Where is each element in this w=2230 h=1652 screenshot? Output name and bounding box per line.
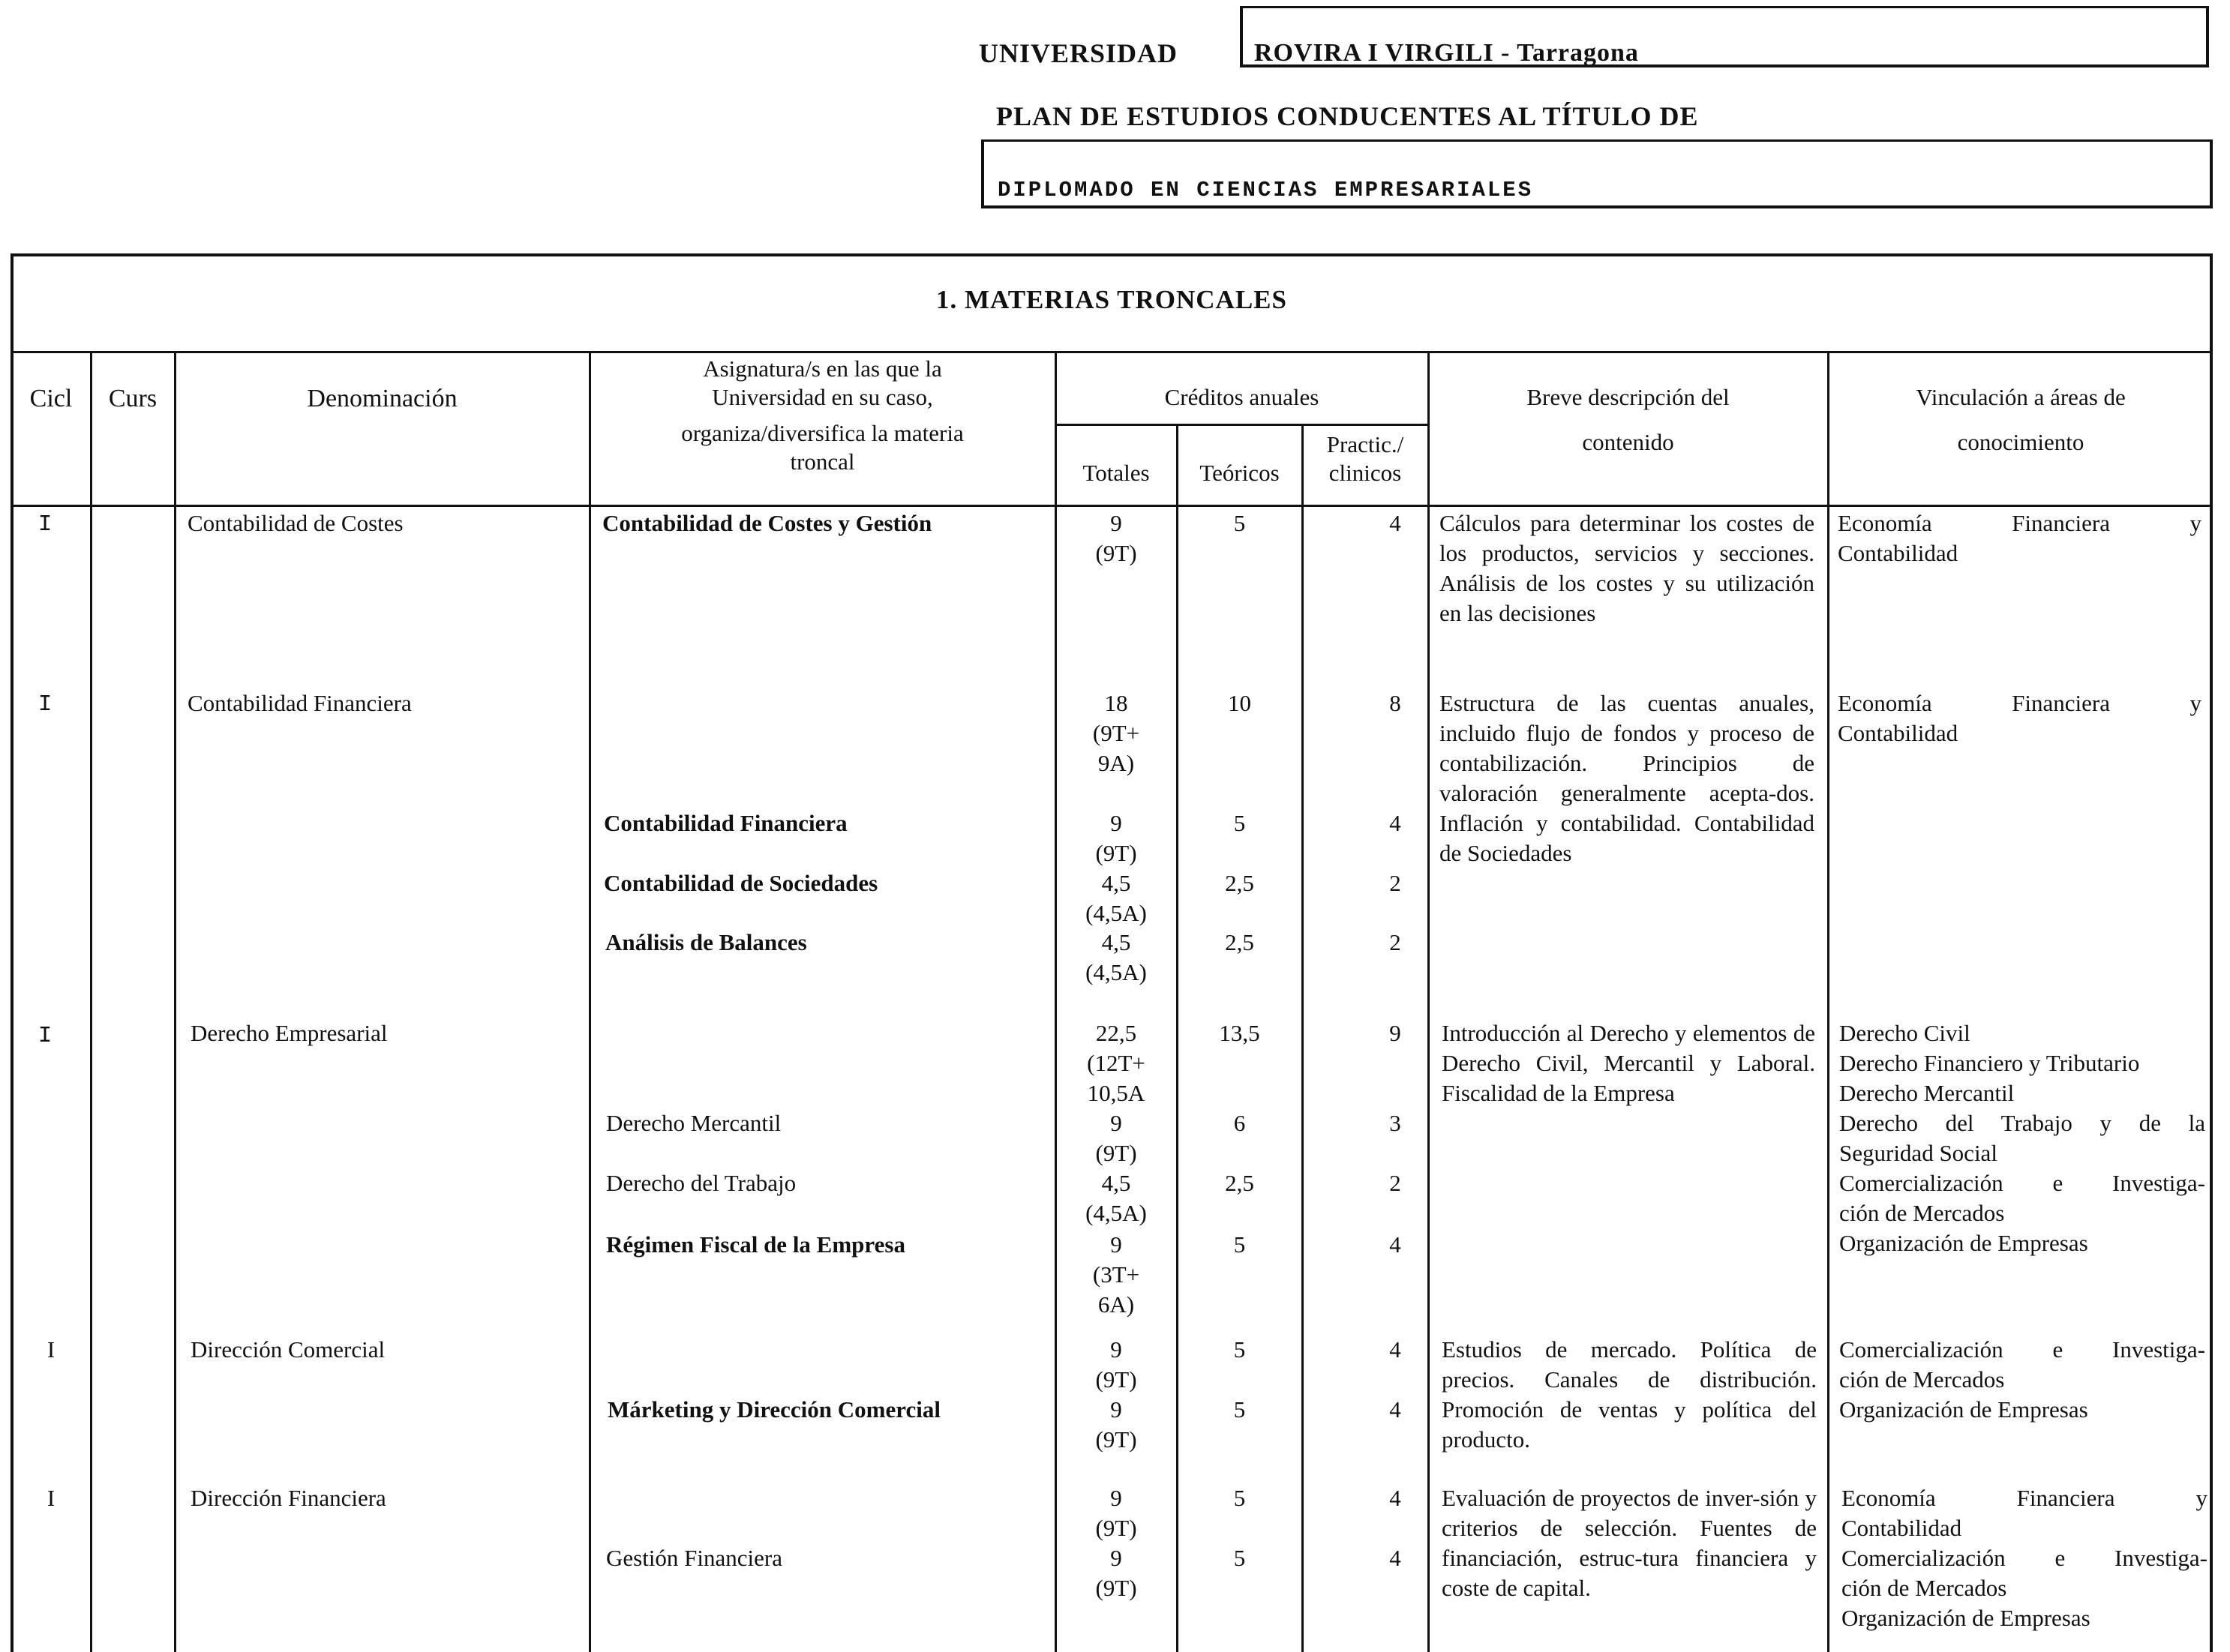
vinculacion-line: ción de Mercados bbox=[1841, 1575, 2007, 1601]
totales-line: 10,5A bbox=[1087, 1080, 1145, 1106]
sub-asignatura: Gestión Financiera bbox=[606, 1545, 783, 1571]
totales-line: (9T) bbox=[1095, 1426, 1137, 1453]
university-label: UNIVERSIDAD bbox=[979, 38, 1178, 68]
row-totales bbox=[1056, 508, 1176, 568]
header-asignatura-line: Universidad en su caso, bbox=[712, 384, 933, 410]
header-practicos bbox=[1303, 430, 1427, 487]
totales-line: (9T) bbox=[1095, 540, 1137, 566]
row-practicos: 4 bbox=[1389, 1336, 1401, 1363]
totales-line: 18 bbox=[1104, 690, 1128, 716]
vinculacion-line: Seguridad Social bbox=[1839, 1140, 1997, 1166]
sub-totales bbox=[1056, 1168, 1176, 1228]
vinculacion-line: Derecho Financiero y Tributario bbox=[1839, 1050, 2140, 1076]
sub-totales bbox=[1056, 1230, 1176, 1320]
vinculacion-line: Economía Financiera y bbox=[1841, 1485, 2207, 1511]
sub-teoricos: 2,5 bbox=[1225, 870, 1254, 896]
totales-line: (4,5A) bbox=[1085, 1200, 1147, 1226]
sub-asignatura: Márketing y Dirección Comercial bbox=[608, 1396, 941, 1423]
row-ciclo: I bbox=[47, 1336, 56, 1363]
totales-line: (9T) bbox=[1095, 840, 1137, 866]
totales-line: (3T+ bbox=[1092, 1261, 1140, 1288]
header-vinculacion-line: conocimiento bbox=[1957, 429, 2084, 455]
totales-line: (4,5A) bbox=[1085, 959, 1147, 985]
row-totales bbox=[1056, 688, 1176, 778]
totales-line: 22,5 bbox=[1095, 1020, 1137, 1046]
totales-line: 9 bbox=[1110, 1336, 1122, 1363]
plan-label: PLAN DE ESTUDIOS CONDUCENTES AL TÍTULO DE bbox=[996, 101, 1699, 131]
vinculacion-line: Derecho Civil bbox=[1839, 1020, 1970, 1046]
header-practicos-line: Practic./ bbox=[1326, 431, 1404, 457]
header-descripcion-line: contenido bbox=[1582, 429, 1674, 455]
row-practicos: 8 bbox=[1389, 690, 1401, 716]
section-title: 1. MATERIAS TRONCALES bbox=[936, 285, 1287, 314]
row-vinculacion bbox=[1841, 1483, 2207, 1633]
header-asignatura-line: Asignatura/s en las que la bbox=[703, 355, 942, 382]
header-creditos: Créditos anuales bbox=[1164, 384, 1319, 410]
row-teoricos: 13,5 bbox=[1219, 1020, 1260, 1046]
totales-line: 9A) bbox=[1097, 750, 1135, 776]
vinculacion-line: Organización de Empresas bbox=[1839, 1230, 2088, 1256]
sub-practicos: 2 bbox=[1389, 870, 1401, 896]
row-asignatura: Contabilidad de Costes y Gestión bbox=[602, 510, 932, 536]
sub-totales bbox=[1056, 1108, 1176, 1168]
row-vinculacion bbox=[1838, 688, 2201, 748]
row-ciclo: I bbox=[47, 1485, 56, 1511]
header-practicos-line: clinicos bbox=[1328, 460, 1402, 486]
header-asignatura bbox=[590, 355, 1055, 476]
totales-line: (9T) bbox=[1095, 1515, 1137, 1541]
totales-line: (9T) bbox=[1095, 1140, 1137, 1166]
row-vinculacion bbox=[1839, 1018, 2205, 1258]
sub-asignatura: Derecho del Trabajo bbox=[606, 1170, 797, 1196]
vinculacion-line: Contabilidad bbox=[1841, 1515, 1962, 1541]
vinculacion-line: Comercialización e Investiga- bbox=[1839, 1170, 2205, 1196]
sub-totales bbox=[1056, 808, 1176, 868]
sub-asignatura: Análisis de Balances bbox=[605, 929, 807, 955]
row-denominacion: Contabilidad Financiera bbox=[188, 690, 412, 716]
header-descripcion-line: Breve descripción del bbox=[1526, 384, 1730, 410]
sub-practicos: 4 bbox=[1389, 1545, 1401, 1571]
sub-practicos: 2 bbox=[1389, 929, 1401, 955]
row-vinculacion bbox=[1838, 508, 2201, 568]
row-totales bbox=[1056, 1018, 1176, 1108]
table-rule bbox=[11, 351, 2213, 353]
vinculacion-line: Comercialización e Investiga- bbox=[1841, 1545, 2207, 1571]
row-teoricos: 5 bbox=[1233, 510, 1246, 536]
row-vinculacion bbox=[1839, 1335, 2205, 1425]
row-descripcion: Evaluación de proyectos de inver-sión y criterios de selección. Fuentes de financiación, estruc-tura financiera y coste de capital. bbox=[1442, 1485, 1817, 1601]
row-denominacion: Contabilidad de Costes bbox=[188, 510, 404, 536]
totales-line: (9T+ bbox=[1092, 720, 1140, 746]
university-name: ROVIRA I VIRGILI - Tarragona bbox=[1254, 39, 1639, 67]
header-ciclo: Cicl bbox=[29, 385, 73, 412]
row-practicos: 4 bbox=[1389, 1485, 1401, 1511]
column-divider bbox=[589, 351, 591, 1652]
vinculacion-line: ción de Mercados bbox=[1839, 1200, 2005, 1226]
row-totales bbox=[1056, 1335, 1176, 1395]
row-ciclo: I bbox=[38, 1023, 53, 1049]
row-teoricos: 5 bbox=[1233, 1485, 1246, 1511]
table-rule bbox=[11, 505, 2213, 507]
header-vinculacion bbox=[1829, 383, 2213, 457]
row-teoricos: 10 bbox=[1228, 690, 1251, 716]
sub-teoricos: 5 bbox=[1233, 1396, 1246, 1423]
vinculacion-line: Comercialización e Investiga- bbox=[1839, 1336, 2205, 1363]
sub-teoricos: 5 bbox=[1233, 1545, 1246, 1571]
totales-line: (9T) bbox=[1095, 1575, 1137, 1601]
sub-asignatura: Derecho Mercantil bbox=[606, 1110, 782, 1136]
table-rule bbox=[1055, 424, 1428, 426]
sub-teoricos: 2,5 bbox=[1225, 1170, 1254, 1196]
row-descripcion: Estructura de las cuentas anuales, incluido flujo de fondos y proceso de contabilización. Principios de valoración generalmente acepta-dos. Inflación y contabilidad. Contabilidad de Sociedades bbox=[1439, 690, 1814, 866]
sub-practicos: 3 bbox=[1389, 1110, 1401, 1136]
sub-totales bbox=[1056, 868, 1176, 928]
sub-teoricos: 5 bbox=[1233, 810, 1246, 836]
row-descripcion: Cálculos para determinar los costes de los productos, servicios y secciones. Análisis de los costes y su utilización en las decisiones bbox=[1439, 510, 1814, 626]
totales-line: 9 bbox=[1110, 1110, 1122, 1136]
sub-totales bbox=[1056, 1395, 1176, 1455]
totales-line: 4,5 bbox=[1101, 1170, 1131, 1196]
row-ciclo: I bbox=[38, 691, 53, 718]
column-divider bbox=[174, 351, 176, 1652]
vinculacion-line: Contabilidad bbox=[1838, 720, 1958, 746]
row-denominacion: Dirección Financiera bbox=[191, 1485, 386, 1511]
totales-line: 9 bbox=[1110, 810, 1122, 836]
row-teoricos: 5 bbox=[1233, 1336, 1246, 1363]
sub-asignatura: Contabilidad Financiera bbox=[604, 810, 848, 836]
row-descripcion: Introducción al Derecho y elementos de Derecho Civil, Mercantil y Laboral. Fiscalidad de la Empresa bbox=[1442, 1020, 1815, 1106]
totales-line: 9 bbox=[1110, 1396, 1122, 1423]
sub-practicos: 4 bbox=[1389, 1396, 1401, 1423]
degree-title: DIPLOMADO EN CIENCIAS EMPRESARIALES bbox=[998, 178, 1534, 202]
sub-totales bbox=[1056, 1543, 1176, 1603]
sub-asignatura: Régimen Fiscal de la Empresa bbox=[606, 1231, 905, 1258]
totales-line: (9T) bbox=[1095, 1366, 1137, 1393]
sub-teoricos: 5 bbox=[1233, 1231, 1246, 1258]
header-curso: Curs bbox=[108, 385, 158, 412]
vinculacion-line: Contabilidad bbox=[1838, 540, 1958, 566]
vinculacion-line: Derecho Mercantil bbox=[1839, 1080, 2015, 1106]
row-denominacion: Derecho Empresarial bbox=[191, 1020, 388, 1046]
totales-line: 4,5 bbox=[1101, 870, 1131, 896]
totales-line: 9 bbox=[1110, 1545, 1122, 1571]
header-descripcion bbox=[1429, 383, 1827, 457]
sub-teoricos: 6 bbox=[1233, 1110, 1246, 1136]
vinculacion-line: ción de Mercados bbox=[1839, 1366, 2005, 1393]
totales-line: 9 bbox=[1110, 1231, 1122, 1258]
column-divider bbox=[1827, 351, 1829, 1652]
vinculacion-line: Derecho del Trabajo y de la bbox=[1839, 1110, 2205, 1136]
row-practicos: 9 bbox=[1389, 1020, 1401, 1046]
column-divider bbox=[1427, 351, 1430, 1652]
header-denominacion: Denominación bbox=[307, 385, 458, 412]
column-divider bbox=[90, 351, 92, 1652]
sub-asignatura: Contabilidad de Sociedades bbox=[604, 870, 878, 896]
sub-totales bbox=[1056, 928, 1176, 988]
row-descripcion: Estudios de mercado. Política de precios. Canales de distribución. Promoción de ventas y política del producto. bbox=[1442, 1336, 1817, 1453]
sub-practicos: 2 bbox=[1389, 1170, 1401, 1196]
sub-practicos: 4 bbox=[1389, 810, 1401, 836]
totales-line: (4,5A) bbox=[1085, 900, 1147, 926]
header-vinculacion-line: Vinculación a áreas de bbox=[1916, 384, 2126, 410]
row-ciclo: I bbox=[38, 511, 53, 538]
header-asignatura-line: troncal bbox=[790, 448, 855, 475]
totales-line: 4,5 bbox=[1101, 929, 1131, 955]
vinculacion-line: Economía Financiera y bbox=[1838, 510, 2201, 536]
totales-line: 9 bbox=[1110, 1485, 1122, 1511]
sub-practicos: 4 bbox=[1389, 1231, 1401, 1258]
header-teoricos: Teóricos bbox=[1199, 460, 1280, 486]
totales-line: 9 bbox=[1110, 510, 1122, 536]
sub-teoricos: 2,5 bbox=[1225, 929, 1254, 955]
row-practicos: 4 bbox=[1389, 510, 1401, 536]
totales-line: 6A) bbox=[1097, 1291, 1135, 1318]
totales-line: (12T+ bbox=[1087, 1050, 1145, 1076]
header-asignatura-line: organiza/diversifica la materia bbox=[681, 420, 964, 446]
header-totales: Totales bbox=[1082, 460, 1150, 486]
row-totales bbox=[1056, 1483, 1176, 1543]
vinculacion-line: Organización de Empresas bbox=[1839, 1396, 2088, 1423]
vinculacion-line: Economía Financiera y bbox=[1838, 690, 2201, 716]
vinculacion-line: Organización de Empresas bbox=[1841, 1605, 2090, 1631]
row-denominacion: Dirección Comercial bbox=[191, 1336, 386, 1363]
